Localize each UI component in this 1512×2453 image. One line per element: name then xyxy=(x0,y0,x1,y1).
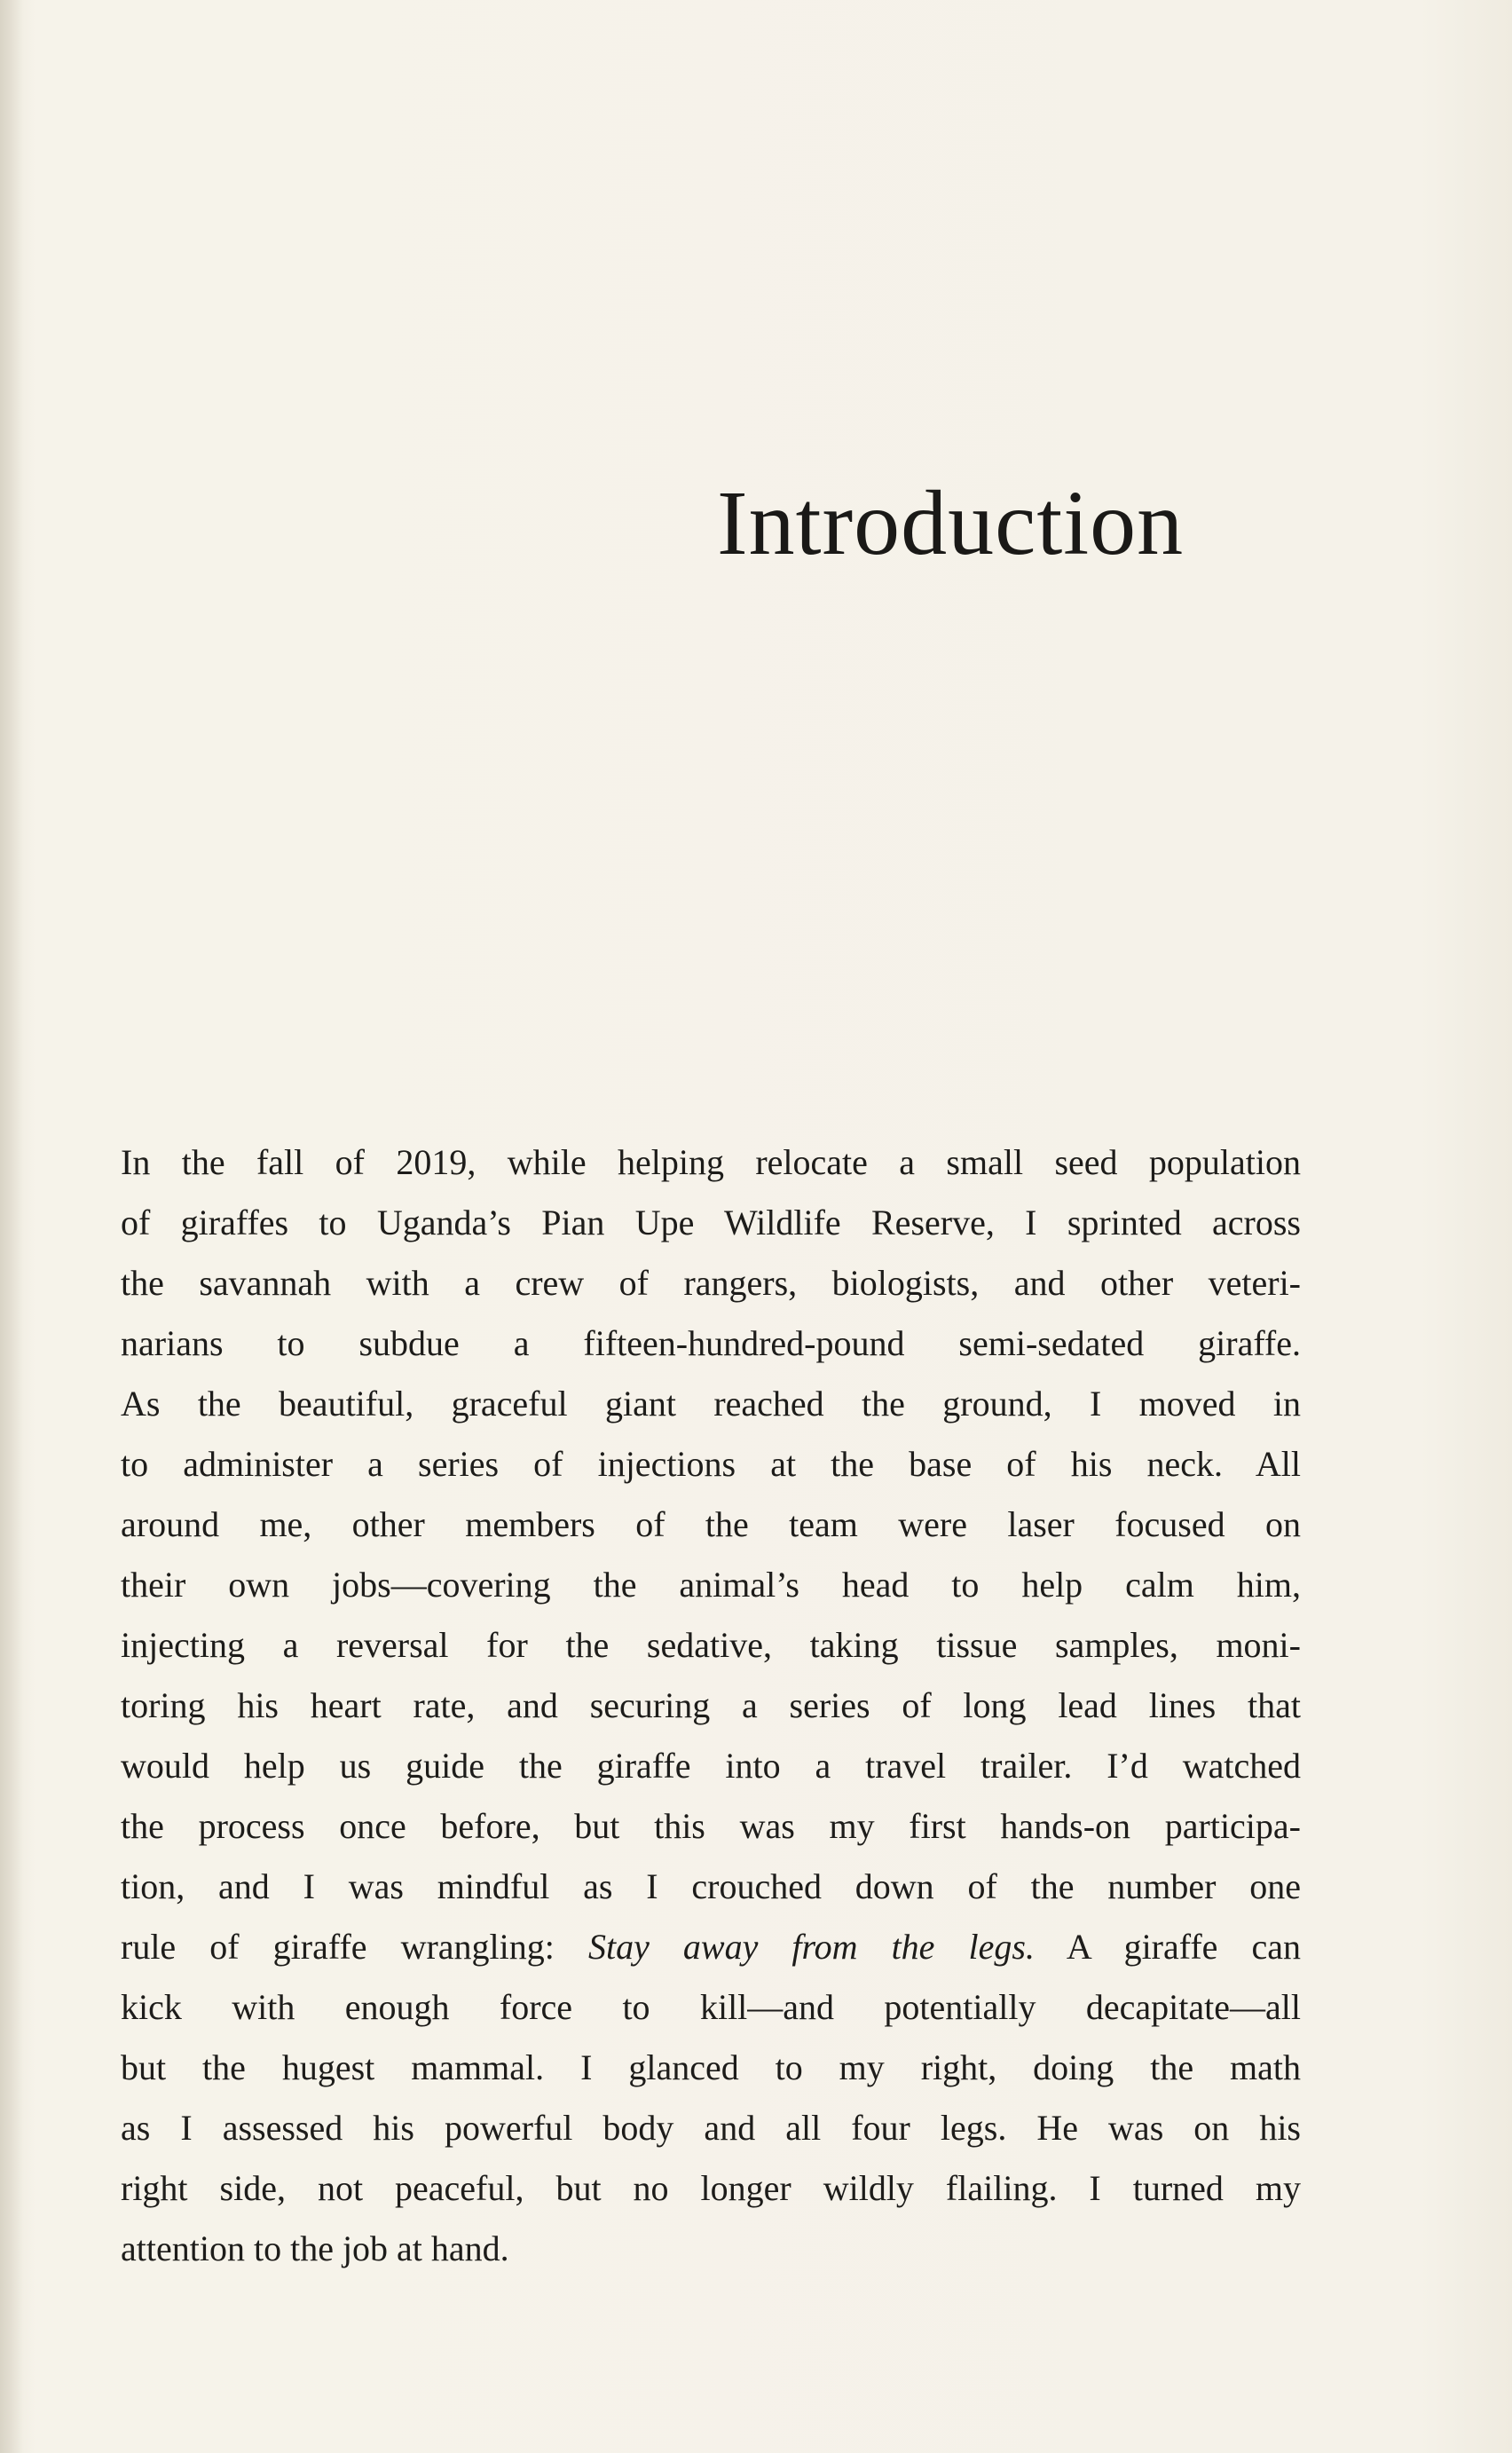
text-line-7: around me, other members of the team were laser focused on xyxy=(121,1504,1301,1544)
text-line-3: the savannah with a crew of rangers, biologists, and other veteri- xyxy=(121,1263,1301,1303)
text-line-12: the process once before, but this was my first hands-on participa- xyxy=(121,1806,1301,1846)
text-line-1: In the fall of 2019, while helping relocate a small seed population xyxy=(121,1142,1301,1182)
text-line-14 xyxy=(121,1917,1301,1977)
text-line-5: As the beautiful, graceful giant reached the ground, I moved in xyxy=(121,1384,1301,1424)
text-line-13: tion, and I was mindful as I crouched down of the number one xyxy=(121,1866,1301,1906)
text-line-16: but the hugest mammal. I glanced to my right, doing the math xyxy=(121,2047,1301,2087)
text-line-9: injecting a reversal for the sedative, taking tissue samples, moni- xyxy=(121,1625,1301,1665)
text-line-17: as I assessed his powerful body and all four legs. He was on his xyxy=(121,2108,1301,2148)
text-line-14-before: rule of giraffe wrangling: xyxy=(121,1927,588,1967)
body-paragraph xyxy=(121,1132,1301,2279)
text-line-2: of giraffes to Uganda’s Pian Upe Wildlife Reserve, I sprinted across xyxy=(121,1203,1301,1242)
text-line-10: toring his heart rate, and securing a series of long lead lines that xyxy=(121,1685,1301,1725)
page-gutter-shadow xyxy=(0,0,23,2453)
italic-emphasis: Stay away from the legs. xyxy=(587,1927,1035,1967)
text-line-11: would help us guide the giraffe into a travel trailer. I’d watched xyxy=(121,1746,1301,1786)
text-line-19: attention to the job at hand. xyxy=(121,2228,509,2268)
text-line-14-after: A giraffe can xyxy=(1034,1927,1301,1967)
text-line-15: kick with enough force to kill—and potentially decapitate—all xyxy=(121,1987,1301,2027)
text-line-18: right side, not peaceful, but no longer wildly flailing. I turned my xyxy=(121,2168,1301,2208)
text-line-6: to administer a series of injections at the base of his neck. All xyxy=(121,1444,1301,1484)
text-line-4: narians to subdue a fifteen-hundred-pound semi-sedated giraffe. xyxy=(121,1323,1301,1363)
text-line-8: their own jobs—covering the animal’s head to help calm him, xyxy=(121,1565,1301,1605)
chapter-title: Introduction xyxy=(717,472,1185,574)
